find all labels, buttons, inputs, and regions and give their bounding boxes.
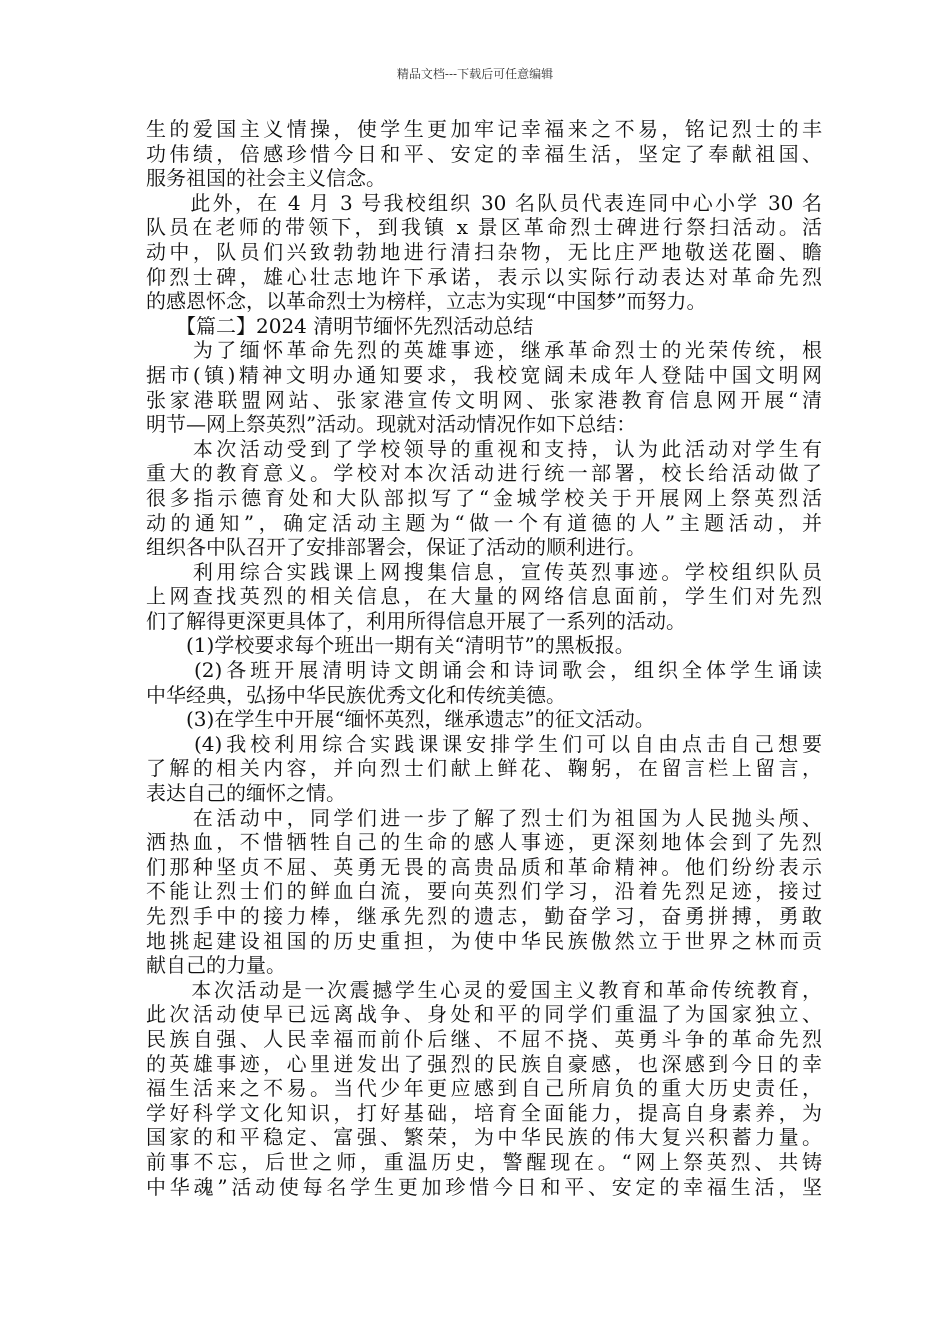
document-body [146, 117, 822, 1199]
text-line: 们那种坚贞不屈、英勇无畏的高贵品质和革命精神。他们纷纷表示 [146, 854, 822, 879]
text-line: 队员在老师的带领下，到我镇 x 景区革命烈士碑进行祭扫活动。活 [146, 215, 822, 240]
text-line: 民族自强、人民幸福而前仆后继、不屈不挠、英勇斗争的革命先烈 [146, 1026, 822, 1051]
text-line: 中华经典，弘扬中华民族优秀文化和传统美德。 [146, 682, 566, 707]
text-line: 先烈手中的接力棒，继承先烈的遗志，勤奋学习，奋勇拼搏，勇敢 [146, 904, 822, 928]
text-line: 张家港联盟网站、张家港宣传文明网、张家港教育信息网开展“清 [146, 387, 822, 412]
text-line: 前事不忘，后世之师，重温历史，警醒现在。“网上祭英烈、共铸 [146, 1149, 822, 1174]
text-line: 洒热血，不惜牺牲自己的生命的感人事迹，更深刻地体会到了先烈 [146, 830, 822, 855]
text-line: 动中，队员们兴致勃勃地进行清扫杂物，无比庄严地敬送花圈、瞻 [146, 239, 822, 264]
text-line: 献自己的力量。 [146, 953, 286, 978]
text-line: 利用综合实践课上网搜集信息，宣传英烈事迹。学校组织队员 [146, 559, 822, 584]
text-line: 们了解得更深更具体了，利用所得信息开展了一系列的活动。 [146, 608, 686, 633]
text-line: 的感恩怀念，以革命烈士为榜样，立志为实现“中国梦”而努力。 [146, 289, 707, 314]
text-line: 中华魂”活动使每名学生更加珍惜今日和平、安定的幸福生活，坚 [146, 1174, 822, 1199]
text-line: 服务祖国的社会主义信念。 [146, 166, 386, 191]
text-line: 福生活来之不易。当代少年更应感到自己所肩负的重大历史责任， [146, 1076, 822, 1101]
text-line: 此外，在 4 月 3 号我校组织 30 名队员代表连同中心小学 30 名 [146, 190, 822, 215]
text-line: 学好科学文化知识，打好基础，培育全面能力，提高自身素养，为 [146, 1100, 822, 1125]
text-line: (3)在学生中开展“缅怀英烈，继承遗志”的征文活动。 [146, 707, 655, 732]
text-line: 仰烈士碑，雄心壮志地许下承诺，表示以实际行动表达对革命先烈 [146, 264, 822, 289]
text-line: 动的通知”，确定活动主题为“做一个有道德的人”主题活动，并 [146, 510, 822, 535]
text-line: 上网查找英烈的相关信息，在大量的网络信息面前，学生们对先烈 [146, 584, 822, 609]
text-line: 功伟绩，倍感珍惜今日和平、安定的幸福生活，坚定了奉献祖国、 [146, 141, 822, 166]
text-line: 表达自己的缅怀之情。 [146, 781, 346, 806]
text-line: 本次活动是一次震撼学生心灵的爱国主义教育和革命传统教育， [146, 977, 822, 1002]
text-line: 重大的教育意义。学校对本次活动进行统一部署，校长给活动做了 [146, 461, 822, 486]
text-line: 生的爱国主义情操，使学生更加牢记幸福来之不易，铭记烈士的丰 [146, 117, 822, 141]
text-line: 了解的相关内容，并向烈士们献上鲜花、鞠躬，在留言栏上留言， [146, 756, 822, 781]
text-line: (4)我校利用综合实践课课安排学生们可以自由点击自己想要 [146, 731, 822, 756]
text-line: 的英雄事迹，心里迸发出了强烈的民族自豪感，也深感到今日的幸 [146, 1051, 822, 1076]
text-line: (2)各班开展清明诗文朗诵会和诗词歌会，组织全体学生诵读 [146, 658, 822, 683]
text-line: 很多指示德育处和大队部拟写了“金城学校关于开展网上祭英烈活 [146, 485, 822, 510]
text-line: 地挑起建设祖国的历史重担，为使中华民族傲然立于世界之林而贡 [146, 928, 822, 953]
text-line: 为了缅怀革命先烈的英雄事迹，继承革命烈士的光荣传统，根 [146, 338, 822, 363]
text-line: 本次活动受到了学校领导的重视和支持，认为此活动对学生有 [146, 436, 822, 461]
text-line: 组织各中队召开了安排部署会，保证了活动的顺利进行。 [146, 535, 646, 560]
text-line: 国家的和平稳定、富强、繁荣，为中华民族的伟大复兴积蓄力量。 [146, 1125, 822, 1150]
page-header: 精品文档---下载后可任意编辑 [396, 67, 554, 81]
text-line: (1)学校要求每个班出一期有关“清明节”的黑板报。 [146, 633, 635, 658]
text-line: 此次活动使早已远离战争、身处和平的同学们重温了为国家独立、 [146, 1002, 822, 1027]
text-line: 明节—网上祭英烈”活动。现就对活动情况作如下总结： [146, 412, 637, 437]
text-line: 在活动中，同学们进一步了解了烈士们为祖国为人民抛头颅、 [146, 805, 822, 830]
text-line: 不能让烈士们的鲜血白流，要向英烈们学习，沿着先烈足迹，接过 [146, 879, 822, 904]
text-line: 据市(镇)精神文明办通知要求，我校宽阔未成年人登陆中国文明网 [146, 362, 822, 387]
text-line: 【篇二】2024 清明节缅怀先烈活动总结 [146, 313, 534, 338]
